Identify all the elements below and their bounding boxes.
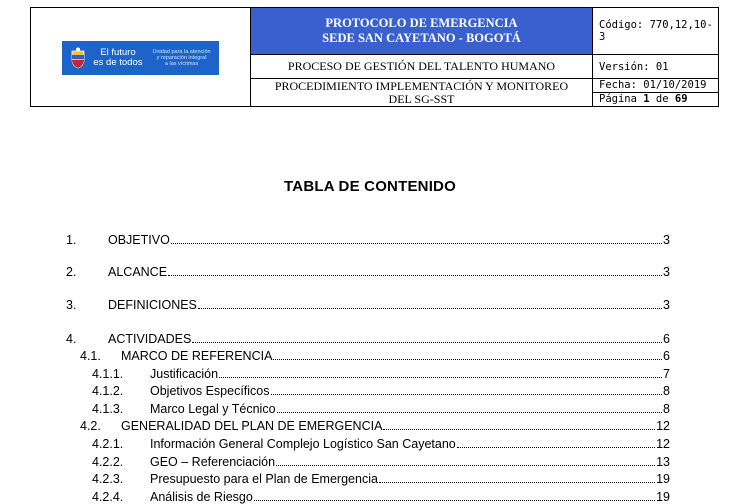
toc-entry-label: GEO – Referenciación bbox=[150, 455, 276, 469]
toc-entry-number: 3. bbox=[66, 298, 77, 312]
toc-entry-label: Presupuesto para el Plan de Emergencia bbox=[150, 472, 378, 486]
toc-entry-number: 1. bbox=[66, 233, 77, 247]
toc-entry-label: GENERALIDAD DEL PLAN DE EMERGENCIA bbox=[121, 419, 383, 433]
toc-leader-dots bbox=[271, 393, 663, 395]
codigo-cell: Código: 770,12,10-3 bbox=[593, 8, 719, 55]
toc-entry-number: 4. bbox=[66, 332, 77, 346]
document-header bbox=[30, 7, 719, 107]
toc-entry-label: Justificación bbox=[150, 367, 219, 381]
entity-logo bbox=[62, 41, 218, 75]
toc-leader-dots bbox=[168, 274, 662, 276]
toc-entry-label: OBJETIVO bbox=[108, 233, 170, 247]
toc-entry-page: 6 bbox=[663, 349, 670, 363]
toc-leader-dots bbox=[383, 428, 655, 430]
toc-entry-label: MARCO DE REFERENCIA bbox=[121, 349, 273, 363]
pagina-text: Página 1 de 69 bbox=[593, 92, 718, 106]
toc-entry-number: 4.2.2. bbox=[92, 455, 124, 469]
toc-entry-number: 4.1. bbox=[80, 349, 101, 363]
toc-entry-page: 12 bbox=[656, 437, 670, 451]
toc-entry[interactable] bbox=[66, 233, 670, 247]
toc-entry[interactable] bbox=[66, 265, 670, 279]
toc-title: TABLA DE CONTENIDO bbox=[284, 178, 456, 195]
toc-leader-dots bbox=[219, 376, 662, 378]
document-title bbox=[251, 8, 593, 55]
logo-sub-line2: y reparación integral bbox=[156, 55, 207, 61]
logo-main-line2: es de todos bbox=[93, 57, 143, 68]
toc-leader-dots bbox=[457, 446, 655, 448]
toc-entry-number: 2. bbox=[66, 265, 77, 279]
toc-entry[interactable] bbox=[92, 384, 670, 398]
title-line1: PROTOCOLO DE EMERGENCIA bbox=[325, 16, 518, 30]
fecha-pagina-cell bbox=[593, 79, 719, 107]
title-line2: SEDE SAN CAYETANO - BOGOTÁ bbox=[322, 31, 521, 45]
toc-entry-number: 4.1.1. bbox=[92, 367, 124, 381]
proceso-cell: PROCESO DE GESTIÓN DEL TALENTO HUMANO bbox=[251, 55, 593, 79]
coat-of-arms-icon bbox=[70, 47, 86, 69]
procedimiento-cell bbox=[251, 79, 593, 107]
logo-sub-line3: a las víctimas bbox=[164, 61, 199, 67]
toc-entry[interactable] bbox=[92, 402, 670, 416]
toc-leader-dots bbox=[277, 411, 663, 413]
toc-entry-label: Análisis de Riesgo bbox=[150, 490, 253, 504]
procedimiento-line2: DEL SG-SST bbox=[388, 91, 455, 106]
toc-entry-page: 3 bbox=[663, 265, 670, 279]
toc-entry[interactable] bbox=[92, 490, 670, 504]
toc-entry-label: DEFINICIONES bbox=[108, 298, 197, 312]
toc-entry-page: 7 bbox=[663, 367, 670, 381]
toc-entry[interactable] bbox=[92, 367, 670, 381]
toc-entry-label: ALCANCE bbox=[108, 265, 168, 279]
toc-entry-page: 12 bbox=[656, 419, 670, 433]
toc-leader-dots bbox=[276, 464, 655, 466]
fecha-text: Fecha: 01/10/2019 bbox=[599, 79, 707, 91]
toc-entry-page: 3 bbox=[663, 298, 670, 312]
toc-entry-number: 4.2.4. bbox=[92, 490, 124, 504]
version-cell: Versión: 01 bbox=[593, 55, 719, 79]
toc-entry[interactable] bbox=[80, 419, 670, 433]
toc-entry-label: Marco Legal y Técnico bbox=[150, 402, 276, 416]
logo-sub-line1: Unidad para la atención bbox=[152, 49, 211, 55]
toc-entry-page: 8 bbox=[663, 384, 670, 398]
toc-entry-page: 3 bbox=[663, 233, 670, 247]
toc-leader-dots bbox=[198, 307, 662, 309]
toc-entry-page: 13 bbox=[656, 455, 670, 469]
toc-leader-dots bbox=[171, 242, 662, 244]
toc-leader-dots bbox=[273, 358, 662, 360]
toc-entry-page: 19 bbox=[656, 490, 670, 504]
pagina-total: 69 bbox=[674, 93, 688, 105]
toc-entry-number: 4.2.3. bbox=[92, 472, 124, 486]
toc-entry[interactable] bbox=[80, 349, 670, 363]
toc-leader-dots bbox=[254, 499, 655, 501]
toc-entry[interactable] bbox=[92, 455, 670, 469]
toc-entry-number: 4.2. bbox=[80, 419, 101, 433]
toc-entry-label: Información General Complejo Logístico San Cayetano bbox=[150, 437, 456, 451]
toc-entry[interactable] bbox=[92, 437, 670, 451]
logo-main-line1: El futuro bbox=[100, 47, 136, 58]
toc-entry[interactable] bbox=[66, 298, 670, 312]
toc-entry-number: 4.1.3. bbox=[92, 402, 124, 416]
toc-entry-label: Objetivos Específicos bbox=[150, 384, 270, 398]
procedimiento-line1: PROCEDIMIENTO IMPLEMENTACIÓN Y MONITOREO bbox=[274, 78, 569, 93]
toc-entry[interactable] bbox=[92, 472, 670, 486]
toc-entry-label: ACTIVIDADES bbox=[108, 332, 192, 346]
toc-entry-number: 4.2.1. bbox=[92, 437, 124, 451]
toc-leader-dots bbox=[192, 341, 662, 343]
logo-cell bbox=[31, 8, 251, 107]
toc-entry-page: 19 bbox=[656, 472, 670, 486]
pagina-number: 1 bbox=[643, 93, 650, 105]
toc-leader-dots bbox=[379, 481, 655, 483]
toc-entry-number: 4.1.2. bbox=[92, 384, 124, 398]
toc-entry-page: 6 bbox=[663, 332, 670, 346]
toc-entry-page: 8 bbox=[663, 402, 670, 416]
toc-entry[interactable] bbox=[66, 332, 670, 346]
